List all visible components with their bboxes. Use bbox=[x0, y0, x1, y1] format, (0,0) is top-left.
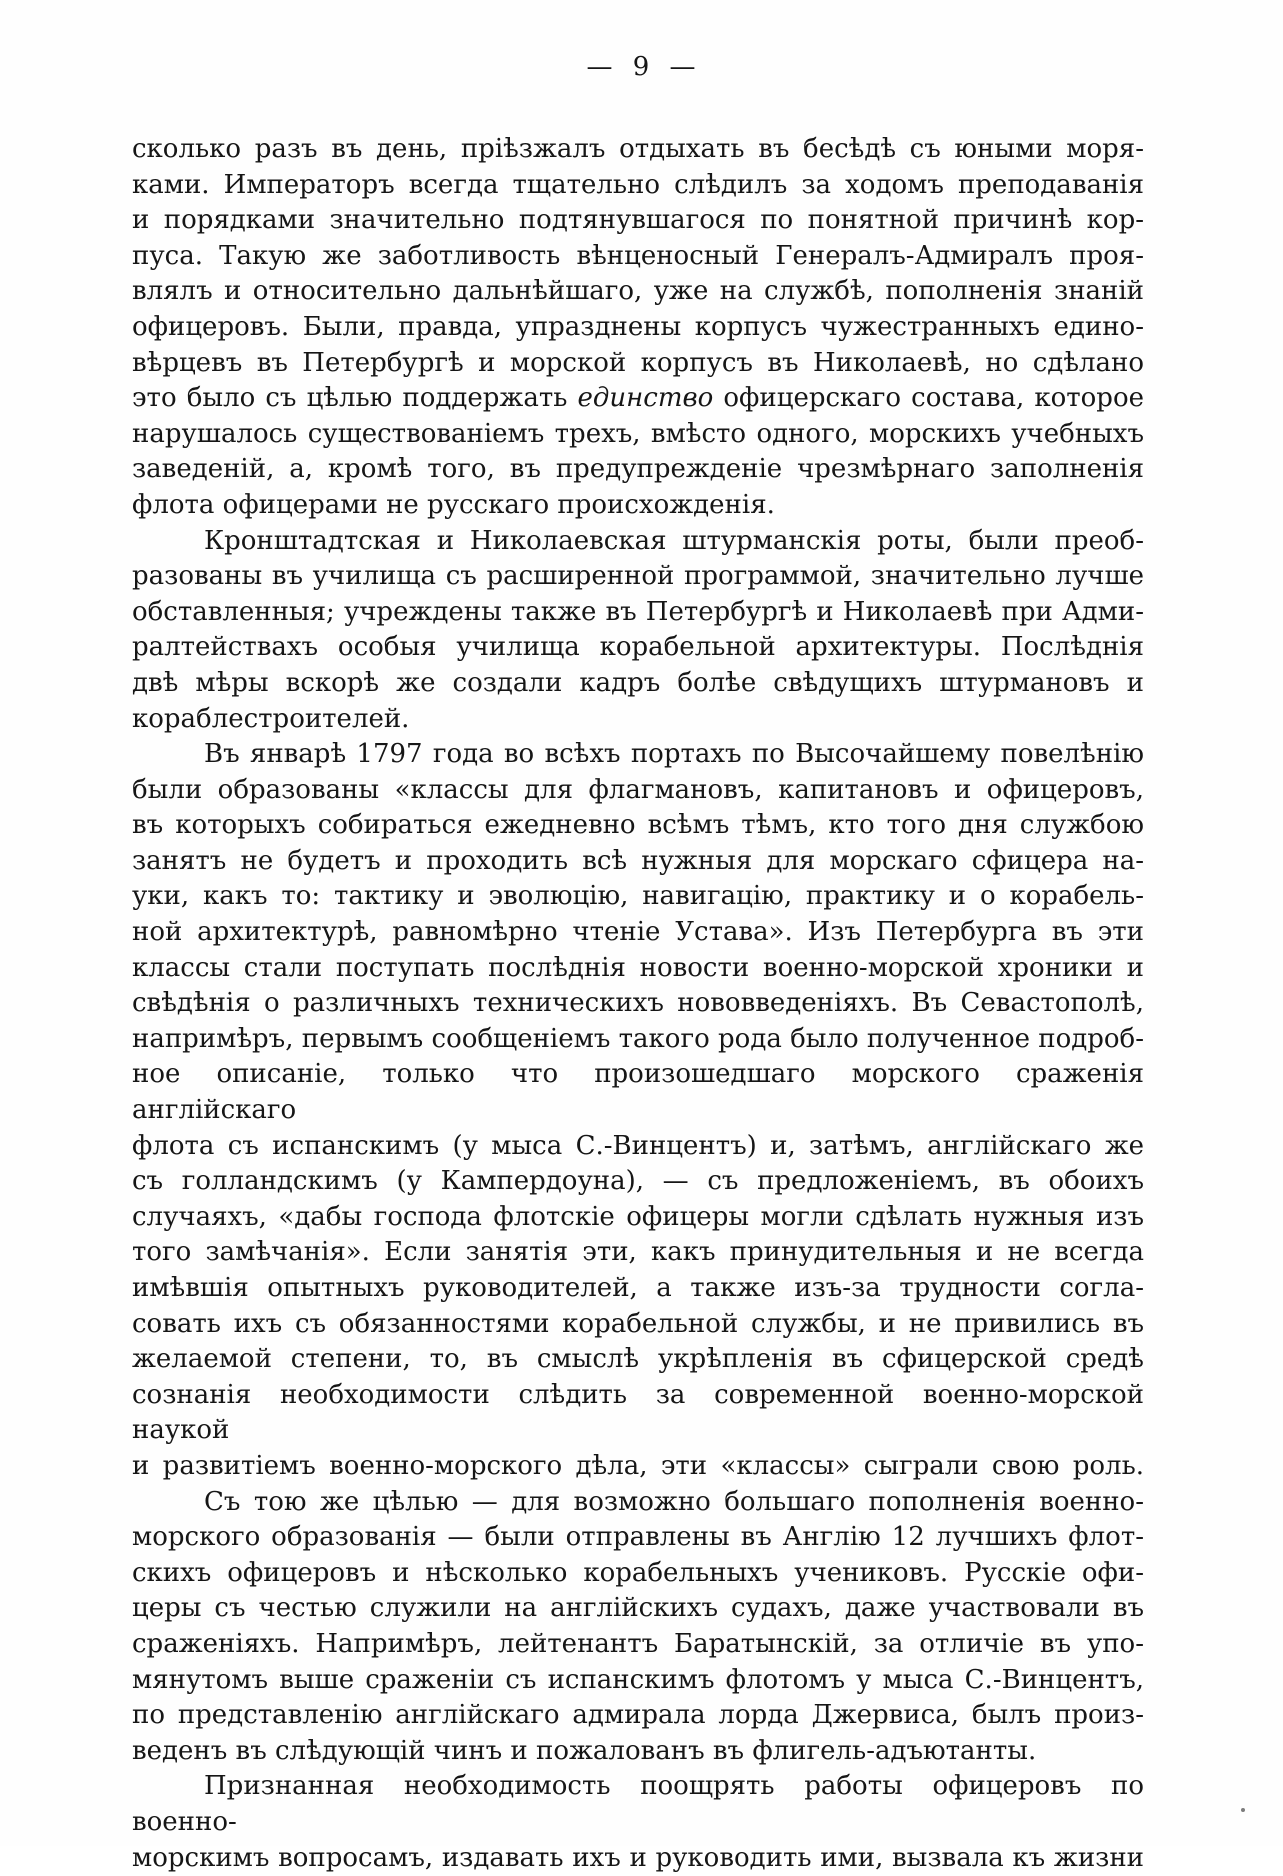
text-line: церы съ честью служили на англійскихъ судахъ, даже участвовали въ bbox=[132, 1591, 1144, 1627]
text-line: классы стали поступать послѣднія новости военно-морской хроники и bbox=[132, 951, 1144, 987]
text-line: желаемой степени, то, въ смыслѣ укрѣпленія въ сфицерской средѣ bbox=[132, 1342, 1144, 1378]
italic-text: единство bbox=[578, 383, 714, 413]
paragraph bbox=[132, 1769, 1144, 1876]
text-line: это было съ цѣлью поддержать единство офицерскаго состава, которое bbox=[132, 381, 1144, 417]
paragraph bbox=[132, 737, 1144, 1484]
text-line: офицеровъ. Были, правда, упразднены корпусъ чужестранныхъ едино- bbox=[132, 310, 1144, 346]
text-line: ное описаніе, только что произошедшаго морского сраженія англійскаго bbox=[132, 1057, 1144, 1128]
ink-speck bbox=[1241, 1808, 1245, 1812]
text-line: уки, какъ то: тактику и эволюцію, навигацію, практику и о корабель- bbox=[132, 879, 1144, 915]
text-line: Признанная необходимость поощрять работы офицеровъ по военно- bbox=[132, 1769, 1144, 1840]
text-line: и порядками значительно подтянувшагося по понятной причинѣ кор- bbox=[132, 203, 1144, 239]
text-line: занятъ не будетъ и проходить всѣ нужныя для морскаго сфицера на- bbox=[132, 844, 1144, 880]
text-line: ралтействахъ особыя училища корабельной архитектуры. Послѣднія bbox=[132, 630, 1144, 666]
text-line: въ которыхъ собираться ежедневно всѣмъ тѣмъ, кто того дня службою bbox=[132, 808, 1144, 844]
text-line: скихъ офицеровъ и нѣсколько корабельныхъ учениковъ. Русскіе офи- bbox=[132, 1556, 1144, 1592]
paragraph bbox=[132, 524, 1144, 738]
text-line: флота офицерами не русскаго происхожденія. bbox=[132, 488, 1144, 524]
text-line: сраженіяхъ. Напримѣръ, лейтенантъ Баратынскій, за отличіе въ упо- bbox=[132, 1627, 1144, 1663]
text-line: пуса. Такую же заботливость вѣнценосный Генералъ-Адмиралъ проя- bbox=[132, 239, 1144, 275]
text-line: Въ январѣ 1797 года во всѣхъ портахъ по Высочайшему повелѣнію bbox=[132, 737, 1144, 773]
text-line: напримѣръ, первымъ сообщеніемъ такого рода было полученное подроб- bbox=[132, 1022, 1144, 1058]
text-line: влялъ и относительно дальнѣйшаго, уже на службѣ, пополненія знаній bbox=[132, 274, 1144, 310]
text-line: того замѣчанія». Если занятія эти, какъ принудительныя и не всегда bbox=[132, 1235, 1144, 1271]
paragraph bbox=[132, 1485, 1144, 1770]
text-line: двѣ мѣры вскорѣ же создали кадръ болѣе свѣдущихъ штурмановъ и bbox=[132, 666, 1144, 702]
page-number: — 9 — bbox=[0, 52, 1283, 82]
text-line: вѣрцевъ въ Петербургѣ и морской корпусъ въ Николаевѣ, но сдѣлано bbox=[132, 346, 1144, 382]
text-line: кораблестроителей. bbox=[132, 702, 1144, 738]
paragraph bbox=[132, 132, 1144, 524]
text-line: имѣвшія опытныхъ руководителей, а также изъ-за трудности согла- bbox=[132, 1271, 1144, 1307]
text-line: флота съ испанскимъ (у мыса С.-Винцентъ) и, затѣмъ, англійскаго же bbox=[132, 1129, 1144, 1165]
text-line: ками. Императоръ всегда тщательно слѣдилъ за ходомъ преподаванія bbox=[132, 168, 1144, 204]
text-line: Кронштадтская и Николаевская штурманскія роты, были преоб- bbox=[132, 524, 1144, 560]
text-line: заведеній, а, кромѣ того, въ предупрежденіе чрезмѣрнаго заполненія bbox=[132, 452, 1144, 488]
text-line: нарушалось существованіемъ трехъ, вмѣсто одного, морскихъ учебныхъ bbox=[132, 417, 1144, 453]
text-line: сколько разъ въ день, пріѣзжалъ отдыхать въ бесѣдѣ съ юными моря- bbox=[132, 132, 1144, 168]
text-block bbox=[132, 132, 1144, 1876]
text-line: мянутомъ выше сраженіи съ испанскимъ флотомъ у мыса С.-Винцентъ, bbox=[132, 1663, 1144, 1699]
text-line: морскимъ вопросамъ, издавать ихъ и руководить ими, вызвала къ жизни bbox=[132, 1841, 1144, 1876]
text-line: совать ихъ съ обязанностями корабельной службы, и не привились въ bbox=[132, 1307, 1144, 1343]
text-line: случаяхъ, «дабы господа флотскіе офицеры могли сдѣлать нужныя изъ bbox=[132, 1200, 1144, 1236]
text-line: были образованы «классы для флагмановъ, капитановъ и офицеровъ, bbox=[132, 773, 1144, 809]
text-line: съ голландскимъ (у Кампердоуна), — съ предложеніемъ, въ обоихъ bbox=[132, 1164, 1144, 1200]
text-line: свѣдѣнія о различныхъ техническихъ нововведеніяхъ. Въ Севастополѣ, bbox=[132, 986, 1144, 1022]
text-line: разованы въ училища съ расширенной программой, значительно лучше bbox=[132, 559, 1144, 595]
text-line: и развитіемъ военно-морского дѣла, эти «классы» сыграли свою роль. bbox=[132, 1449, 1144, 1485]
text-line: сознанія необходимости слѣдить за современной военно-морской наукой bbox=[132, 1378, 1144, 1449]
text-line: по представленію англійскаго адмирала лорда Джервиса, былъ произ- bbox=[132, 1698, 1144, 1734]
text-line: морского образованія — были отправлены въ Англію 12 лучшихъ флот- bbox=[132, 1520, 1144, 1556]
text-line: веденъ въ слѣдующій чинъ и пожалованъ въ флигель-адъютанты. bbox=[132, 1734, 1144, 1770]
text-line: Съ тою же цѣлью — для возможно большаго пополненія военно- bbox=[132, 1485, 1144, 1521]
text-line: обставленныя; учреждены также въ Петербургѣ и Николаевѣ при Адми- bbox=[132, 595, 1144, 631]
text-line: ной архитектурѣ, равномѣрно чтеніе Устава». Изъ Петербурга въ эти bbox=[132, 915, 1144, 951]
